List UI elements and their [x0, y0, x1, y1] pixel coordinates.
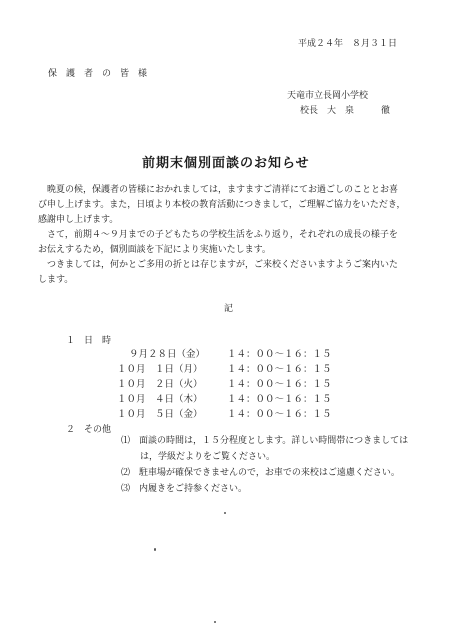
paragraph-1-line-3: 感謝申し上げます。	[38, 215, 119, 225]
paragraph-1-line-2: び申し上げます。また，日頃より本校の教育活動につきまして，ご理解ご協力をいただき，	[38, 200, 406, 210]
schedule-date: １０月 ４日（木）	[117, 394, 203, 405]
schedule-date: １０月 ２日（火）	[117, 379, 203, 390]
section-2-label: ２ その他	[66, 425, 112, 435]
schedule-time: １４：００～１６：１５	[227, 349, 332, 360]
document-title: 前期末個別面談のお知らせ	[142, 156, 310, 171]
schedule-date: １０月 １日（月）	[117, 364, 203, 375]
schedule-row	[117, 406, 357, 421]
schedule-time: １４：００～１６：１５	[227, 379, 332, 390]
schedule-date: １０月 ５日（金）	[117, 409, 203, 420]
principal-name: 校長 大 泉 徹	[300, 106, 391, 116]
scan-speck	[224, 512, 226, 514]
body-text	[38, 183, 406, 288]
scan-speck	[214, 621, 216, 623]
schedule-date: ９月２８日（金）	[129, 349, 206, 360]
note-item-1-line-1: ⑴ 面談の時間は，１５分程度とします。詳しい時間帯につきましては	[121, 436, 409, 446]
scan-speck	[154, 548, 156, 551]
recipient-line: 保 護 者 の 皆 様	[48, 69, 148, 79]
section-2-items	[121, 433, 408, 497]
paragraph-3-line-1: つきましては，何かとご多用の折とは存じますが，ご来校くださいますようご案内いた	[47, 260, 399, 270]
paragraph-2-line-1: さて，前期４～９月までの子どもたちの学校生活をふり返り，それぞれの成長の様子を	[47, 230, 398, 240]
paragraph-2-line-2: お伝えするため，個別面談を下記により実施いたします。	[38, 245, 271, 255]
schedule-row	[117, 376, 357, 391]
paragraph-3-line-2: します。	[38, 275, 74, 285]
school-name: 天竜市立長岡小学校	[287, 91, 369, 101]
ki-heading: 記	[224, 304, 234, 314]
schedule-row	[117, 346, 357, 361]
schedule-row	[117, 391, 357, 406]
schedule-time: １４：００～１６：１５	[227, 364, 332, 375]
note-item-3: ⑶ 内履きをご持参ください。	[121, 484, 248, 494]
schedule-time: １４：００～１６：１５	[227, 409, 332, 420]
section-1-label: １ 日 時	[66, 336, 112, 346]
document-date: 平成２４年 ８月３１日	[298, 39, 398, 49]
note-item-1-line-2: は，学級だよりをご覧ください。	[140, 452, 276, 462]
schedule-list	[117, 346, 357, 421]
note-item-2: ⑵ 駐車場が確保できませんので，お車での来校はご遠慮ください。	[121, 468, 400, 478]
schedule-time: １４：００～１６：１５	[227, 394, 332, 405]
paragraph-1-line-1: 晩夏の候，保護者の皆様におかれましては，ますますご清祥にてお過ごしのこととお喜	[47, 185, 399, 195]
schedule-row	[117, 361, 357, 376]
